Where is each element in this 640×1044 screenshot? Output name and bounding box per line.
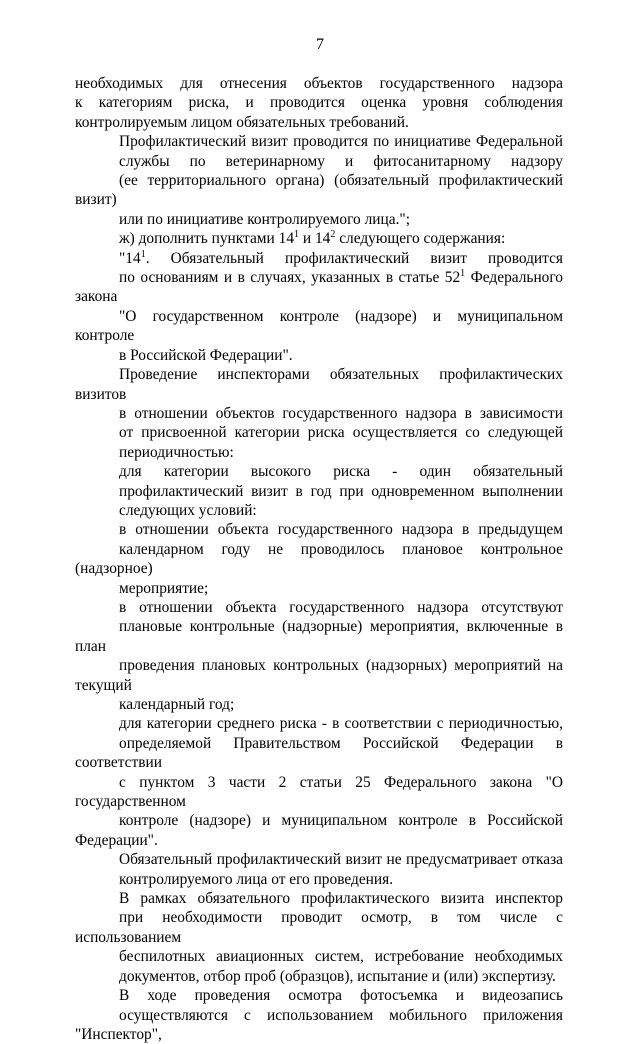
- text-line: в отношении объектов государственного надзора в зависимости: [75, 404, 563, 423]
- text-line: профилактический визит в год при одновременном выполнении: [75, 482, 563, 501]
- text-line: "О государственном контроле (надзоре) и муниципальном контроле: [75, 307, 563, 346]
- text-line: в Российской Федерации".: [75, 346, 563, 365]
- paragraph: [75, 520, 563, 598]
- text-line: проведения плановых контрольных (надзорных) мероприятий на текущий: [75, 656, 563, 695]
- text-line: определяемой Правительством Российской Федерации в соответствии: [75, 734, 563, 773]
- text-line: по основаниям и в случаях, указанных в статье $52^1$ Федерального закона: [75, 268, 563, 307]
- text-line: контроле (надзоре) и муниципальном контроле в Российской Федерации".: [75, 811, 563, 850]
- paragraph: [75, 598, 563, 714]
- text-line: Обязательный профилактический визит не предусматривает отказа: [75, 850, 563, 869]
- paragraph: [75, 229, 563, 248]
- text-line: в отношении объекта государственного надзора отсутствуют: [75, 598, 563, 617]
- text-line: к категориям риска, и проводится оценка уровня соблюдения: [75, 93, 563, 112]
- paragraph: [75, 365, 563, 462]
- paragraph: [75, 714, 563, 850]
- text-line: (ее территориального органа) (обязательный профилактический визит): [75, 171, 563, 210]
- text-line: В ходе проведения осмотра фотосъемка и видеозапись: [75, 986, 563, 1005]
- paragraph: [75, 74, 563, 132]
- text-line: календарном году не проводилось плановое контрольное (надзорное): [75, 540, 563, 579]
- paragraph: [75, 850, 563, 889]
- text-line: контролируемого лица от его проведения.: [75, 870, 563, 889]
- text-line: в отношении объекта государственного надзора в предыдущем: [75, 520, 563, 539]
- text-line: ж) дополнить пунктами $14^1$ и $14^2$ следующего содержания:: [75, 229, 563, 248]
- text-line: беспилотных авиационных систем, истребование необходимых: [75, 947, 563, 966]
- text-line: документов, отбор проб (образцов), испытание и (или) экспертизу.: [75, 967, 563, 986]
- paragraph: [75, 132, 563, 229]
- text-line: контролируемым лицом обязательных требований.: [75, 113, 563, 132]
- paragraph: [75, 889, 563, 986]
- text-line: для категории среднего риска - в соответствии с периодичностью,: [75, 714, 563, 733]
- text-line: следующих условий:: [75, 501, 563, 520]
- text-line: осуществляются с использованием мобильного приложения "Инспектор",: [75, 1006, 563, 1044]
- text-line: мероприятие;: [75, 579, 563, 598]
- text-line: Проведение инспекторами обязательных профилактических визитов: [75, 365, 563, 404]
- text-line: от присвоенной категории риска осуществляется со следующей: [75, 423, 563, 442]
- text-line: при необходимости проводит осмотр, в том числе с использованием: [75, 908, 563, 947]
- text-line: для категории высокого риска - один обязательный: [75, 462, 563, 481]
- text-line: периодичностью:: [75, 443, 563, 462]
- paragraph: [75, 986, 563, 1044]
- text-line: Профилактический визит проводится по инициативе Федеральной: [75, 132, 563, 151]
- page-number: 7: [0, 36, 640, 54]
- text-line: плановые контрольные (надзорные) мероприятия, включенные в план: [75, 617, 563, 656]
- text-line: или по инициативе контролируемого лица.";: [75, 210, 563, 229]
- document-body: [75, 74, 563, 1044]
- text-line: календарный год;: [75, 695, 563, 714]
- text-line: "$14^1$. Обязательный профилактический визит проводится: [75, 249, 563, 268]
- paragraph: [75, 249, 563, 365]
- paragraph: [75, 462, 563, 520]
- text-line: необходимых для отнесения объектов государственного надзора: [75, 74, 563, 93]
- text-line: В рамках обязательного профилактического визита инспектор: [75, 889, 563, 908]
- text-line: с пунктом 3 части 2 статьи 25 Федерального закона "О государственном: [75, 773, 563, 812]
- text-line: службы по ветеринарному и фитосанитарному надзору: [75, 152, 563, 171]
